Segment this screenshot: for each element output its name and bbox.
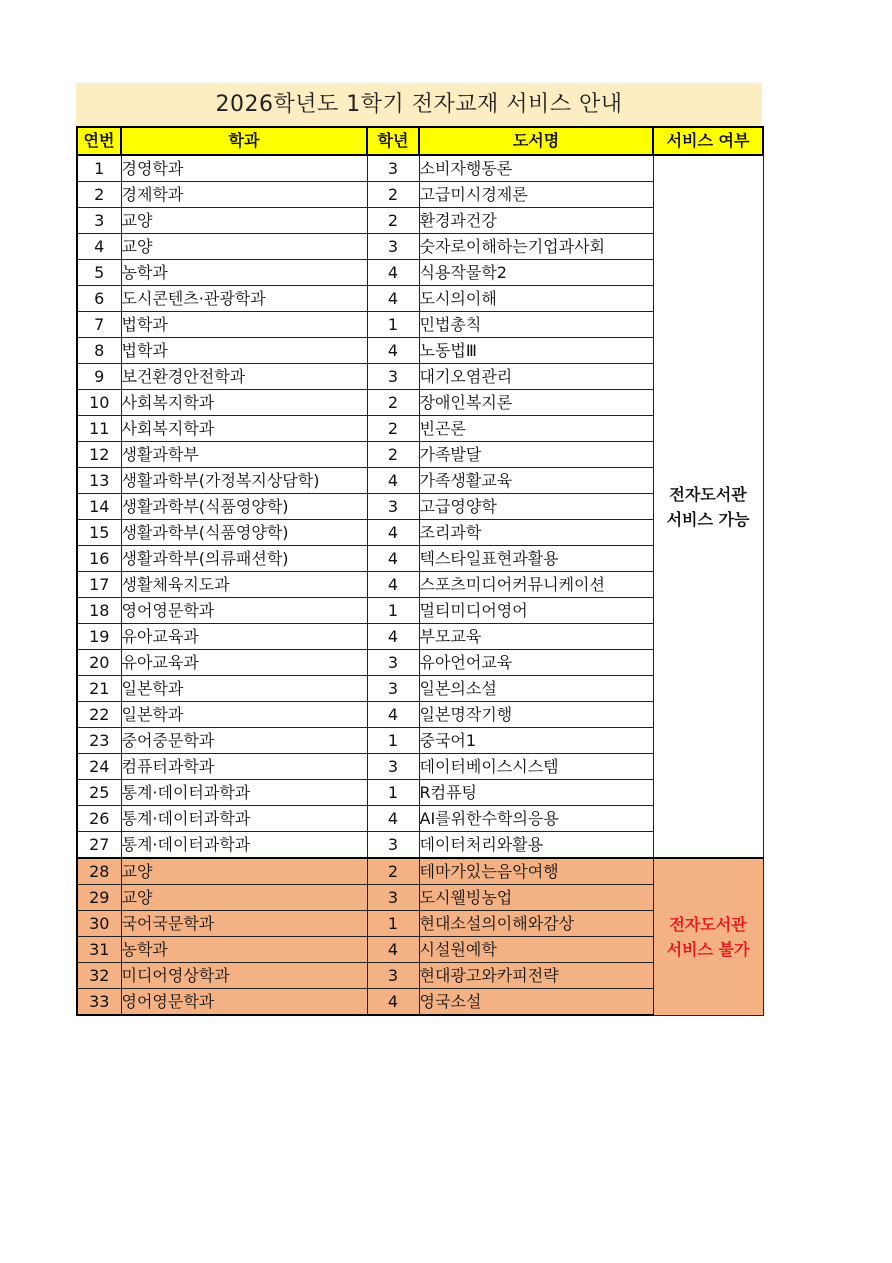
row-book: 영국소설 <box>419 989 653 1016</box>
row-number: 30 <box>77 911 121 937</box>
row-grade: 1 <box>367 780 419 806</box>
row-grade: 1 <box>367 728 419 754</box>
header-no: 연번 <box>77 127 121 155</box>
row-book: 가족생활교육 <box>419 468 653 494</box>
row-book: 식용작물학2 <box>419 260 653 286</box>
row-dept: 유아교육과 <box>121 650 367 676</box>
row-grade: 4 <box>367 572 419 598</box>
row-grade: 2 <box>367 390 419 416</box>
row-dept: 컴퓨터과학과 <box>121 754 367 780</box>
row-number: 19 <box>77 624 121 650</box>
row-grade: 2 <box>367 208 419 234</box>
row-grade: 3 <box>367 494 419 520</box>
row-dept: 생활과학부(가정복지상담학) <box>121 468 367 494</box>
row-dept: 사회복지학과 <box>121 416 367 442</box>
service-available-cell <box>653 155 763 858</box>
row-dept: 법학과 <box>121 338 367 364</box>
row-number: 25 <box>77 780 121 806</box>
row-book: 고급영양학 <box>419 494 653 520</box>
service-status-line2: 서비스 가능 <box>666 509 750 529</box>
row-number: 15 <box>77 520 121 546</box>
row-number: 6 <box>77 286 121 312</box>
row-dept: 경영학과 <box>121 155 367 182</box>
row-number: 1 <box>77 155 121 182</box>
row-dept: 통계·데이터과학과 <box>121 780 367 806</box>
row-book: 가족발달 <box>419 442 653 468</box>
row-grade: 4 <box>367 338 419 364</box>
row-dept: 통계·데이터과학과 <box>121 806 367 832</box>
row-book: 텍스타일표현과활용 <box>419 546 653 572</box>
row-dept: 교양 <box>121 208 367 234</box>
row-number: 27 <box>77 832 121 859</box>
row-book: 일본의소설 <box>419 676 653 702</box>
row-grade: 2 <box>367 858 419 885</box>
row-dept: 생활과학부 <box>121 442 367 468</box>
row-number: 8 <box>77 338 121 364</box>
row-dept: 영어영문학과 <box>121 598 367 624</box>
row-grade: 2 <box>367 182 419 208</box>
service-unavailable-cell <box>653 858 763 1015</box>
row-book: 부모교육 <box>419 624 653 650</box>
row-grade: 3 <box>367 650 419 676</box>
page-title: 2026학년도 1학기 전자교재 서비스 안내 <box>76 83 762 126</box>
row-grade: 3 <box>367 676 419 702</box>
row-grade: 4 <box>367 624 419 650</box>
row-dept: 법학과 <box>121 312 367 338</box>
row-grade: 2 <box>367 416 419 442</box>
table-row <box>77 155 763 182</box>
row-book: 시설원예학 <box>419 937 653 963</box>
row-dept: 교양 <box>121 234 367 260</box>
row-number: 13 <box>77 468 121 494</box>
row-book: 민법총칙 <box>419 312 653 338</box>
row-book: 스포츠미디어커뮤니케이션 <box>419 572 653 598</box>
row-book: AI를위한수학의응용 <box>419 806 653 832</box>
row-grade: 4 <box>367 468 419 494</box>
row-dept: 생활체육지도과 <box>121 572 367 598</box>
row-book: 고급미시경제론 <box>419 182 653 208</box>
row-number: 28 <box>77 858 121 885</box>
row-number: 11 <box>77 416 121 442</box>
row-dept: 영어영문학과 <box>121 989 367 1016</box>
row-number: 5 <box>77 260 121 286</box>
row-dept: 생활과학부(식품영양학) <box>121 494 367 520</box>
row-dept: 생활과학부(식품영양학) <box>121 520 367 546</box>
row-grade: 4 <box>367 286 419 312</box>
row-book: 멀티미디어영어 <box>419 598 653 624</box>
row-book: 숫자로이해하는기업과사회 <box>419 234 653 260</box>
row-dept: 농학과 <box>121 937 367 963</box>
row-grade: 2 <box>367 442 419 468</box>
row-dept: 교양 <box>121 858 367 885</box>
row-book: 조리과학 <box>419 520 653 546</box>
row-book: 현대소설의이해와감상 <box>419 911 653 937</box>
row-book: 도시의이해 <box>419 286 653 312</box>
row-grade: 4 <box>367 546 419 572</box>
row-number: 20 <box>77 650 121 676</box>
row-book: 유아언어교육 <box>419 650 653 676</box>
header-book: 도서명 <box>419 127 653 155</box>
row-book: 현대광고와카피전략 <box>419 963 653 989</box>
table-body <box>77 155 763 1015</box>
row-book: 환경과건강 <box>419 208 653 234</box>
row-book: 도시웰빙농업 <box>419 885 653 911</box>
row-number: 18 <box>77 598 121 624</box>
row-dept: 보건환경안전학과 <box>121 364 367 390</box>
row-grade: 3 <box>367 754 419 780</box>
row-dept: 경제학과 <box>121 182 367 208</box>
row-number: 2 <box>77 182 121 208</box>
row-book: 대기오염관리 <box>419 364 653 390</box>
row-number: 12 <box>77 442 121 468</box>
row-number: 22 <box>77 702 121 728</box>
row-number: 23 <box>77 728 121 754</box>
row-grade: 3 <box>367 885 419 911</box>
row-number: 26 <box>77 806 121 832</box>
row-number: 33 <box>77 989 121 1016</box>
row-grade: 3 <box>367 832 419 859</box>
row-book: 데이터처리와활용 <box>419 832 653 859</box>
row-dept: 농학과 <box>121 260 367 286</box>
row-book: 일본명작기행 <box>419 702 653 728</box>
row-grade: 1 <box>367 911 419 937</box>
row-number: 31 <box>77 937 121 963</box>
row-grade: 3 <box>367 234 419 260</box>
row-grade: 3 <box>367 364 419 390</box>
row-grade: 4 <box>367 260 419 286</box>
header-grade: 학년 <box>367 127 419 155</box>
row-number: 10 <box>77 390 121 416</box>
table-header-row <box>77 127 763 155</box>
row-grade: 4 <box>367 989 419 1016</box>
row-dept: 유아교육과 <box>121 624 367 650</box>
row-number: 4 <box>77 234 121 260</box>
row-dept: 통계·데이터과학과 <box>121 832 367 859</box>
row-number: 24 <box>77 754 121 780</box>
row-grade: 4 <box>367 520 419 546</box>
row-book: 중국어1 <box>419 728 653 754</box>
row-grade: 4 <box>367 702 419 728</box>
row-dept: 일본학과 <box>121 676 367 702</box>
service-status-line1: 전자도서관 <box>669 484 747 504</box>
row-book: 데이터베이스시스템 <box>419 754 653 780</box>
row-dept: 생활과학부(의류패션학) <box>121 546 367 572</box>
row-grade: 1 <box>367 598 419 624</box>
row-grade: 4 <box>367 937 419 963</box>
row-number: 3 <box>77 208 121 234</box>
service-status-line1: 전자도서관 <box>669 914 747 934</box>
row-number: 17 <box>77 572 121 598</box>
row-book: 테마가있는음악여행 <box>419 858 653 885</box>
row-number: 9 <box>77 364 121 390</box>
row-grade: 4 <box>367 806 419 832</box>
row-dept: 미디어영상학과 <box>121 963 367 989</box>
row-number: 16 <box>77 546 121 572</box>
service-status-line2: 서비스 불가 <box>666 939 750 959</box>
row-dept: 국어국문학과 <box>121 911 367 937</box>
row-number: 21 <box>77 676 121 702</box>
row-book: 소비자행동론 <box>419 155 653 182</box>
row-grade: 3 <box>367 963 419 989</box>
table-row <box>77 858 763 885</box>
header-service: 서비스 여부 <box>653 127 763 155</box>
row-number: 7 <box>77 312 121 338</box>
textbook-table <box>76 126 764 1016</box>
row-grade: 3 <box>367 155 419 182</box>
row-grade: 1 <box>367 312 419 338</box>
header-dept: 학과 <box>121 127 367 155</box>
row-number: 14 <box>77 494 121 520</box>
row-dept: 도시콘텐츠·관광학과 <box>121 286 367 312</box>
row-number: 32 <box>77 963 121 989</box>
row-dept: 교양 <box>121 885 367 911</box>
row-book: R컴퓨팅 <box>419 780 653 806</box>
row-number: 29 <box>77 885 121 911</box>
row-book: 노동법Ⅲ <box>419 338 653 364</box>
row-dept: 사회복지학과 <box>121 390 367 416</box>
row-dept: 일본학과 <box>121 702 367 728</box>
row-dept: 중어중문학과 <box>121 728 367 754</box>
row-book: 빈곤론 <box>419 416 653 442</box>
row-book: 장애인복지론 <box>419 390 653 416</box>
